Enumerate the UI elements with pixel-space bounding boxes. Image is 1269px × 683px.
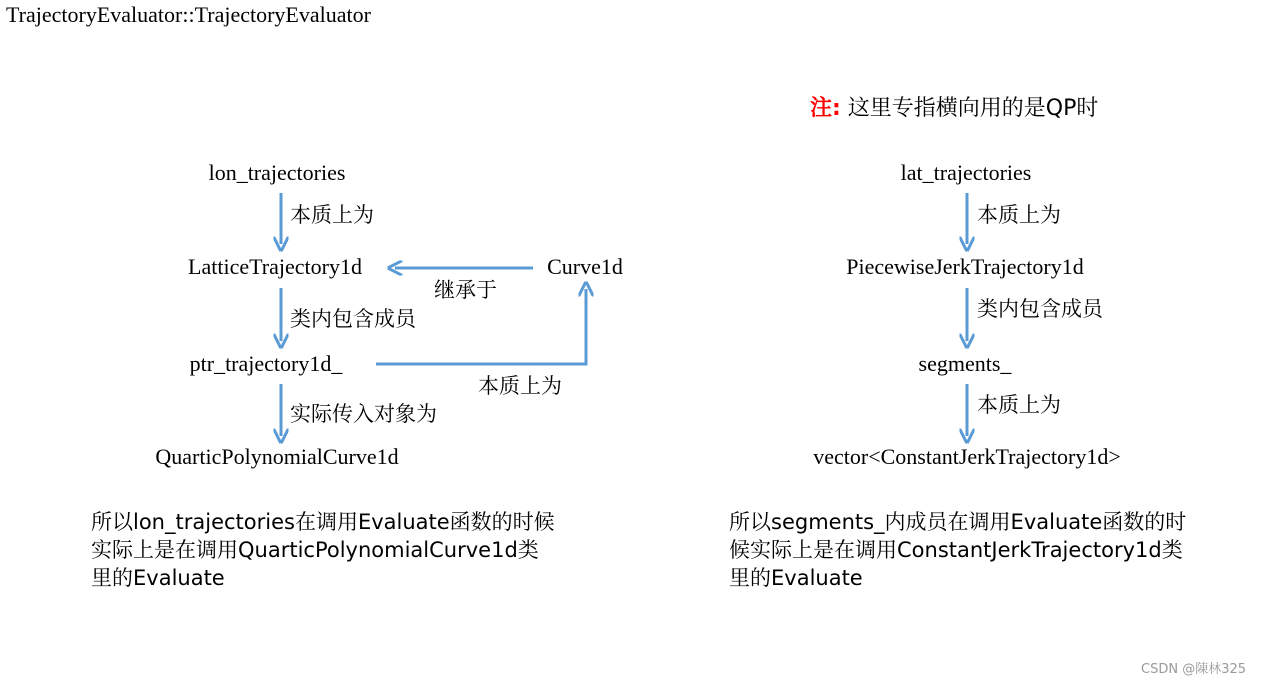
node-lattice-trajectory: LatticeTrajectory1d — [188, 254, 362, 279]
right-conclusion-line-1: 所以segments_内成员在调用Evaluate函数的时 — [729, 510, 1187, 534]
node-lon-trajectories: lon_trajectories — [208, 160, 346, 185]
right-conclusion — [729, 508, 1186, 592]
node-piecewise: PiecewiseJerkTrajectory1d — [846, 254, 1084, 279]
label-right-essence-2: 本质上为 — [977, 393, 1061, 417]
label-actual: 实际传入对象为 — [290, 402, 437, 426]
note-prefix: 注: — [810, 96, 841, 121]
label-right-essence-1: 本质上为 — [977, 203, 1061, 227]
page-title: TrajectoryEvaluator::TrajectoryEvaluator — [6, 2, 371, 27]
note-text: 这里专指横向用的是QP时 — [840, 96, 1099, 121]
left-conclusion-line-1: 所以lon_trajectories在调用Evaluate函数的时候 — [91, 510, 555, 534]
left-conclusion — [91, 508, 555, 592]
node-segments: segments_ — [918, 351, 1012, 376]
left-conclusion-line-2: 实际上是在调用QuarticPolynomialCurve1d类 — [91, 538, 539, 562]
node-lat-trajectories: lat_trajectories — [900, 160, 1032, 185]
right-conclusion-line-2: 候实际上是在调用ConstantJerkTrajectory1d类 — [729, 538, 1183, 562]
label-essence-1: 本质上为 — [290, 203, 374, 227]
label-essence-2: 本质上为 — [478, 374, 562, 398]
node-curve1d: Curve1d — [547, 254, 623, 279]
node-vector: vector<ConstantJerkTrajectory1d> — [813, 444, 1121, 469]
left-conclusion-line-3: 里的Evaluate — [91, 566, 225, 590]
node-ptr-trajectory: ptr_trajectory1d_ — [189, 351, 343, 376]
right-conclusion-line-3: 里的Evaluate — [729, 566, 863, 590]
label-inherit: 继承于 — [434, 278, 497, 302]
node-quartic: QuarticPolynomialCurve1d — [155, 444, 399, 469]
label-member: 类内包含成员 — [290, 307, 416, 331]
watermark: CSDN @陳林325 — [1141, 662, 1247, 677]
label-right-member: 类内包含成员 — [977, 297, 1103, 321]
